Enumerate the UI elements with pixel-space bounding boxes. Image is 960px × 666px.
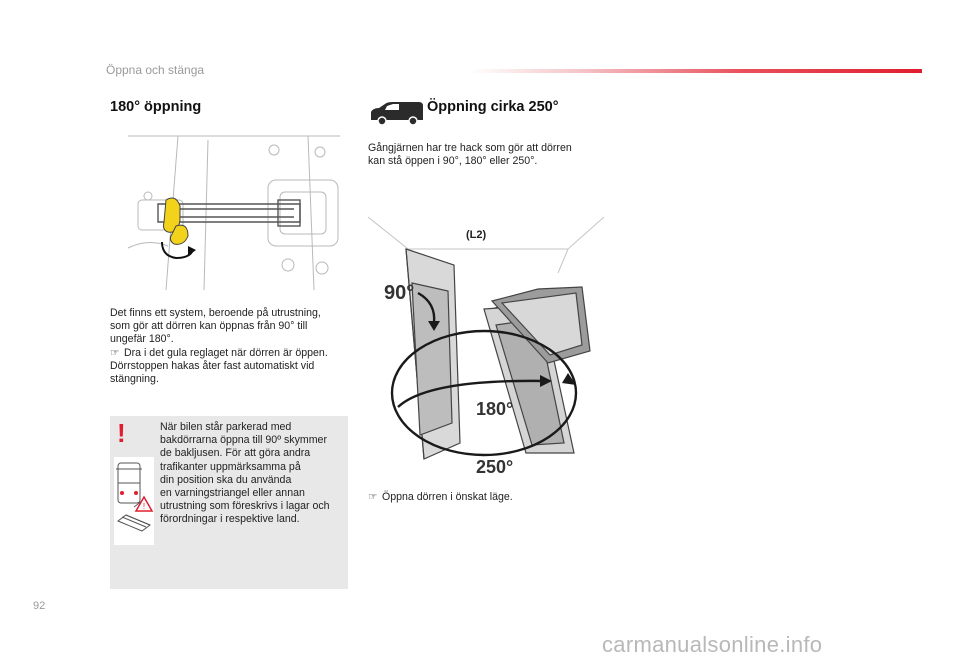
door-stop-description xyxy=(110,307,350,386)
door-opening-angles-illustration xyxy=(368,213,604,475)
notice-line: de bakljusen. För att göra andra xyxy=(160,447,311,460)
exclamation-icon: ! xyxy=(117,418,126,448)
instruction-text: Dra i det gula reglaget när dörren är öppen. xyxy=(124,346,328,359)
variant-label: (L2) xyxy=(466,229,487,241)
watermark: carmanualsonline.info xyxy=(602,632,823,657)
door-stop-illustration xyxy=(118,130,344,295)
open-door-instruction xyxy=(368,491,608,504)
hinge-description xyxy=(368,142,608,168)
rotate-arrow xyxy=(188,246,196,256)
page-number: 92 xyxy=(33,600,46,612)
van-icon xyxy=(369,100,425,126)
paragraph-line: ungefär 180°. xyxy=(110,333,174,346)
heading-250-opening: Öppning cirka 250° xyxy=(427,99,559,115)
paragraph-line: Gångjärnen har tre hack som gör att dörren xyxy=(368,142,572,154)
paragraph-line: som gör att dörren kan öppnas från 90° till xyxy=(110,320,308,333)
notice-line: bakdörrarna öppna till 90º skymmer xyxy=(160,434,327,447)
angle-250-label: 250° xyxy=(476,457,514,475)
svg-text:!: ! xyxy=(142,502,146,511)
heading-180-opening: 180° öppning xyxy=(110,99,202,115)
paragraph-line: kan stå öppen i 90°, 180° eller 250°. xyxy=(368,155,538,168)
header-accent-bar xyxy=(470,69,922,73)
notice-line: utrustning som föreskrivs i lagar och xyxy=(160,500,330,513)
section-title: Öppna och stänga xyxy=(106,63,205,77)
parked-van-warning-illustration xyxy=(112,455,158,547)
warning-notice-text xyxy=(160,421,348,527)
bullet-arrow-icon: ☞ xyxy=(368,491,378,503)
notice-line: förordningar i respektive land. xyxy=(160,513,300,526)
paragraph-line: stängning. xyxy=(110,373,159,386)
bullet-arrow-icon: ☞ xyxy=(110,346,120,359)
instruction-bullet xyxy=(110,347,350,360)
notice-line: trafikanter uppmärksamma på xyxy=(160,460,301,473)
instruction-text: Öppna dörren i önskat läge. xyxy=(382,491,513,503)
paragraph-line: Det finns ett system, beroende på utrustning, xyxy=(110,307,321,319)
notice-line: en varningstriangel eller annan xyxy=(160,487,305,500)
notice-line: När bilen står parkerad med xyxy=(160,421,292,433)
angle-180-label: 180° xyxy=(476,399,514,419)
paragraph-line: Dörrstoppen hakas åter fast automatiskt vid xyxy=(110,359,315,372)
angle-90-label: 90° xyxy=(384,282,415,304)
notice-line: din position ska du använda xyxy=(160,473,292,486)
